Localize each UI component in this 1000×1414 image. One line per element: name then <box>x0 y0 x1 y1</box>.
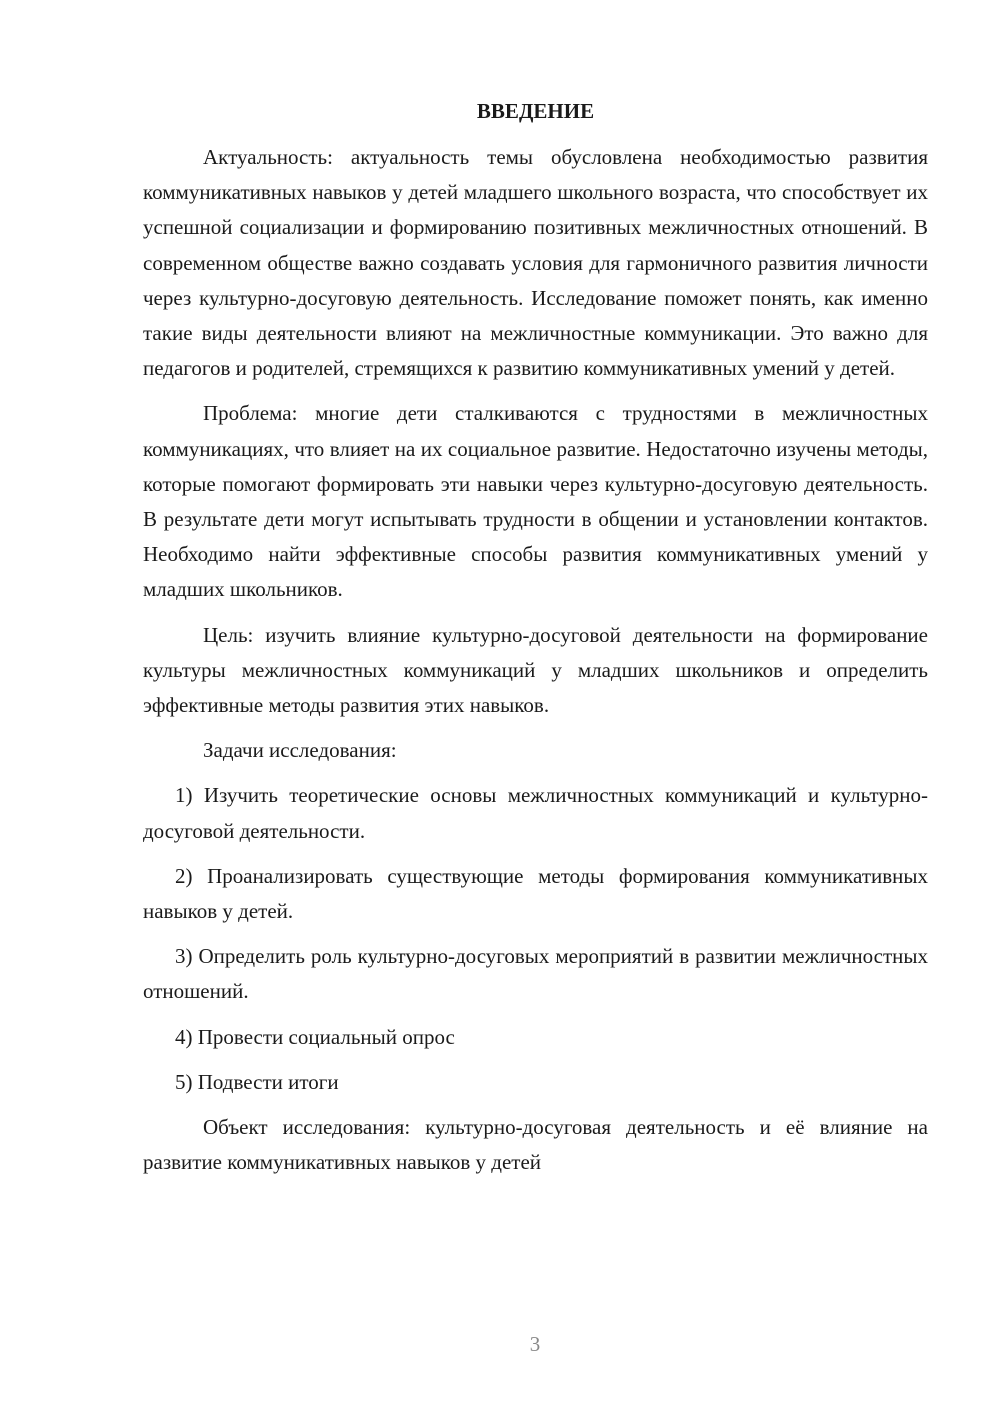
task-item-5: 5) Подвести итоги <box>175 1069 339 1094</box>
goal-paragraph: Цель: изучить влияние культурно-досуговой деятельности на формирование культуры межличностных коммуникаций у младших школьников и определить эффективные методы развития этих навыков. <box>143 622 928 718</box>
task-item-1: 1) Изучить теоретические основы межличностных коммуникаций и культурно-досуговой деятельности. <box>143 783 928 843</box>
problem-paragraph: Проблема: многие дети сталкиваются с трудностями в межличностных коммуникациях, что влияет на их социальное развитие. Недостаточно изучены методы, которые помогают формировать эти навыки через культурно-досуговую деятельность. В результате дети могут испытывать трудности в общении и установлении контактов. Необходимо найти эффективные способы развития коммуникативных умений у младших школьников. <box>143 401 928 602</box>
task-item-3: 3) Определить роль культурно-досуговых мероприятий в развитии межличностных отношений. <box>143 944 928 1004</box>
object-paragraph: Объект исследования: культурно-досуговая деятельность и её влияние на развитие коммуникативных навыков у детей <box>143 1115 928 1175</box>
page-content <box>143 94 928 1180</box>
relevance-paragraph: Актуальность: актуальность темы обусловлена необходимостью развития коммуникативных навыков у детей младшего школьного возраста, что способствует их успешной социализации и формированию позитивных межличностных отношений. В современном обществе важно создавать условия для гармоничного развития личности через культурно-досуговую деятельность. Исследование поможет понять, как именно такие виды деятельности влияют на межличностные коммуникации. Это важно для педагогов и родителей, стремящихся к развитию коммуникативных умений у детей. <box>143 145 928 381</box>
section-heading: ВВЕДЕНИЕ <box>476 99 595 123</box>
task-item-4: 4) Провести социальный опрос <box>175 1024 455 1049</box>
page-number: 3 <box>529 1332 541 1356</box>
tasks-heading: Задачи исследования: <box>203 738 397 763</box>
task-item-2: 2) Проанализировать существующие методы формирования коммуникативных навыков у детей. <box>143 863 928 924</box>
